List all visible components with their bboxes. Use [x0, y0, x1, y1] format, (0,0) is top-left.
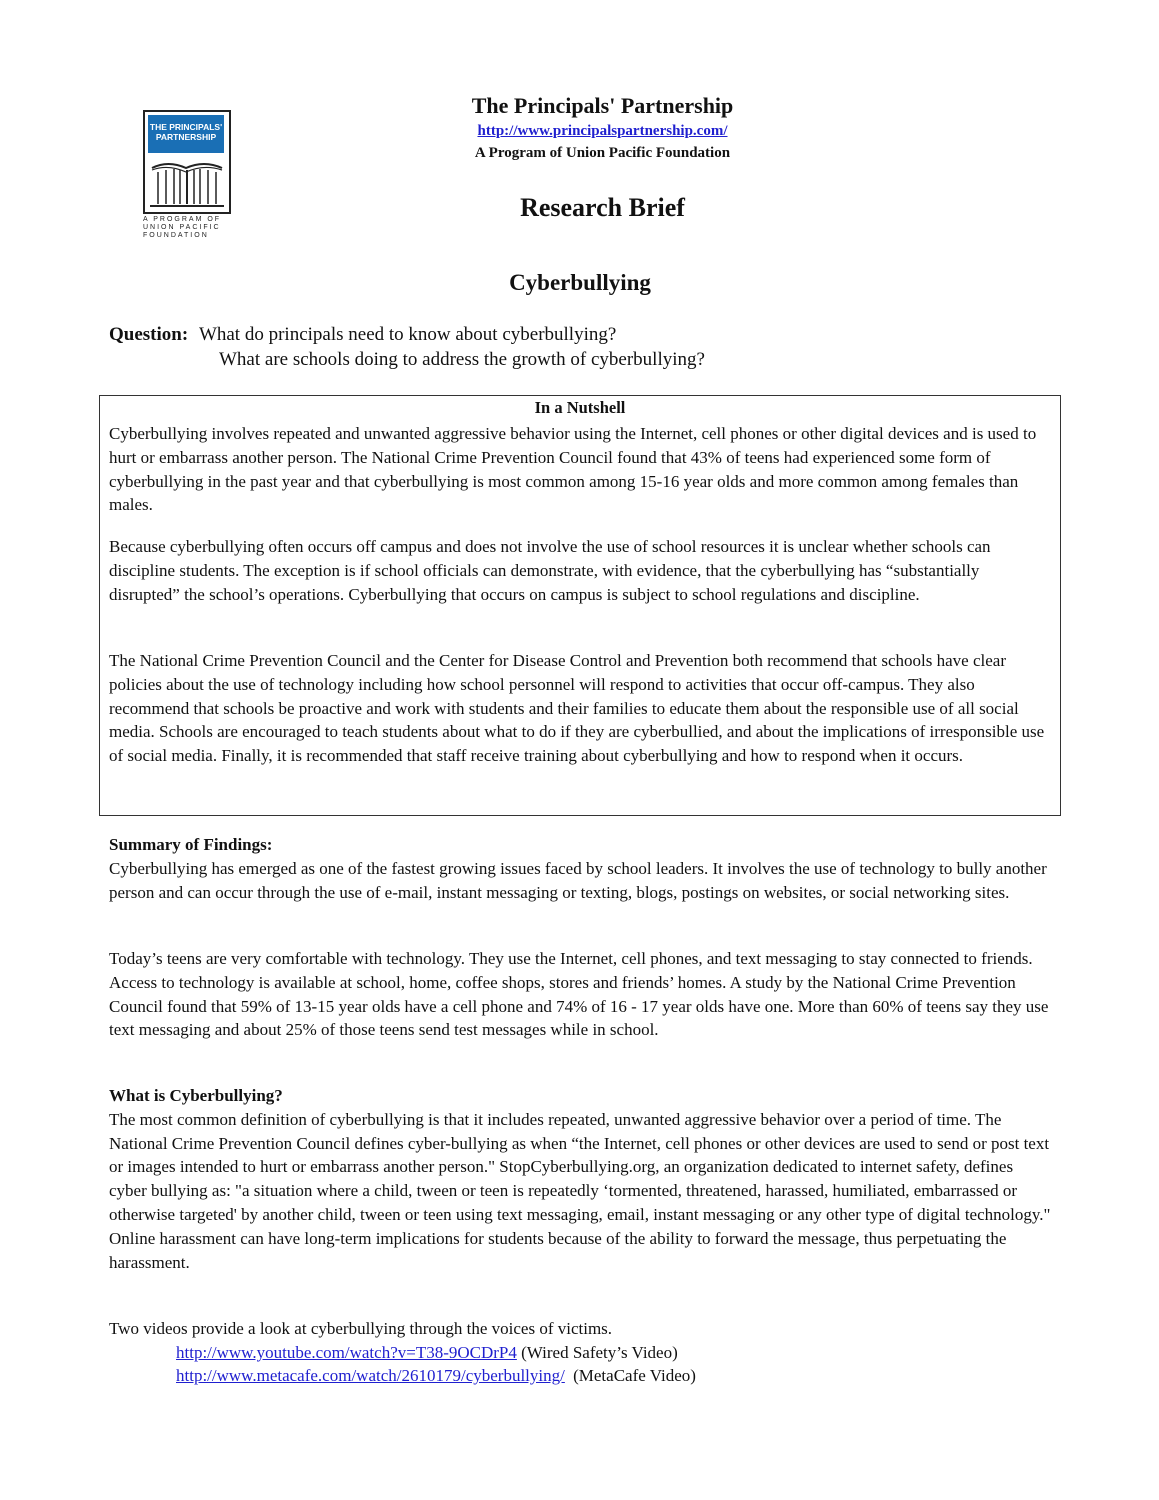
metacafe-video-link[interactable]: http://www.metacafe.com/watch/2610179/cyberbullying/ — [176, 1366, 565, 1385]
summary-heading: Summary of Findings: — [109, 835, 273, 854]
organization-name: The Principals' Partnership — [471, 93, 734, 118]
logo-tagline-3: FOUNDATION — [143, 232, 209, 239]
video-link-row-2 — [176, 1364, 696, 1387]
partnership-logo — [143, 110, 235, 242]
nutshell-box — [99, 395, 1061, 816]
organization-url-link[interactable]: http://www.principalspartnership.com/ — [477, 123, 728, 139]
nutshell-title: In a Nutshell — [534, 398, 626, 417]
question-line-1: What do principals need to know about cyberbullying? — [198, 324, 617, 345]
videos-intro: Two videos provide a look at cyberbullying through the voices of victims. — [109, 1319, 613, 1338]
nutshell-paragraph-3: The National Crime Prevention Council and the Center for Disease Control and Prevention both recommend that schools have clear policies about the use of technology including how school personnel will respond to activities that occur off-campus. They also recommend that schools be proactive and work with students and their families to educate them about the responsible use of all social media. Schools are encouraged to teach students about what to do if they are cyberbullied, and about the implications of irresponsible use of social media. Finally, it is recommended that staff receive training about cyberbullying and how to respond when it occurs. — [109, 651, 1045, 766]
logo-tagline-2: UNION PACIFIC — [143, 224, 221, 231]
summary-section — [109, 833, 1054, 904]
video-link-row-1 — [176, 1341, 678, 1364]
nutshell-paragraph-1: Cyberbullying involves repeated and unwanted aggressive behavior using the Internet, cell phones or other digital devices and is used to hurt or embarrass another person. The National Crime Prevention Council found that 43% of teens had experienced some form of cyberbullying in the past year and that cyberbullying is most common among 15-16 year olds and more common among females than males. — [109, 424, 1037, 515]
youtube-video-link[interactable]: http://www.youtube.com/watch?v=T38-9OCDrP4 — [176, 1343, 517, 1362]
logo-tagline — [143, 216, 235, 240]
nutshell-paragraph-2: Because cyberbullying often occurs off campus and does not involve the use of school resources it is unclear whether schools can discipline students. The exception is if school officials can demonstrate, with evidence, that the cyberbullying has “substantially disrupted” the school’s operations. Cyberbullying that occurs on campus is subject to school regulations and discipline. — [109, 537, 991, 604]
open-book-icon — [148, 156, 226, 210]
logo-tagline-1: A PROGRAM OF — [143, 216, 222, 223]
summary-paragraph-1: Cyberbullying has emerged as one of the fastest growing issues faced by school leaders. It involves the use of technology to bully another person and can occur through the use of e-mail, instant messaging or texting, blogs, postings on websites, or social networking sites. — [109, 858, 1047, 902]
summary-paragraph-2: Today’s teens are very comfortable with technology. They use the Internet, cell phones, and text messaging to stay connected to friends. Access to technology is available at school, home, coffee shops, stores and friends’ homes. A study by the National Crime Prevention Council found that 59% of 13-15 year olds have a cell phone and 74% of 16 - 17 year olds have one. More than 60% of teens say they use text messaging and about 25% of those teens send test messages while in school. — [109, 949, 1049, 1040]
research-brief-label: Research Brief — [520, 193, 685, 222]
question-block — [109, 322, 705, 370]
video-link-label-2: (MetaCafe Video) — [573, 1366, 696, 1385]
definition-heading: What is Cyberbullying? — [109, 1086, 283, 1105]
video-link-label-1: (Wired Safety’s Video) — [521, 1343, 678, 1362]
question-label: Question: — [109, 324, 189, 345]
program-line: A Program of Union Pacific Foundation — [474, 145, 731, 161]
logo-line-2: PARTNERSHIP — [155, 132, 217, 142]
definition-paragraph: The most common definition of cyberbullying is that it includes repeated, unwanted aggressive behavior over a period of time. The National Crime Prevention Council defines cyber-bullying as when “the Internet, cell phones or other devices are used to send or post text or images intended to hurt or embarrass another person." StopCyberbullying.org, an organization dedicated to internet safety, defines cyber bullying as: "a situation where a child, tween or teen is repeatedly ‘tormented, threatened, harassed, humiliated, embarrassed or otherwise targeted' by another child, tween or teen using text messaging, email, instant messaging or any other type of digital technology." Online harassment can have long-term implications for students because of the ability to forward the message, thus perpetuating the harassment. — [109, 1109, 1051, 1272]
logo-line-1: THE PRINCIPALS' — [149, 122, 223, 132]
definition-section — [109, 1084, 1054, 1274]
question-line-2: What are schools doing to address the growth of cyberbullying? — [219, 349, 705, 370]
logo-banner — [148, 115, 224, 153]
page-title: Cyberbullying — [509, 270, 651, 295]
